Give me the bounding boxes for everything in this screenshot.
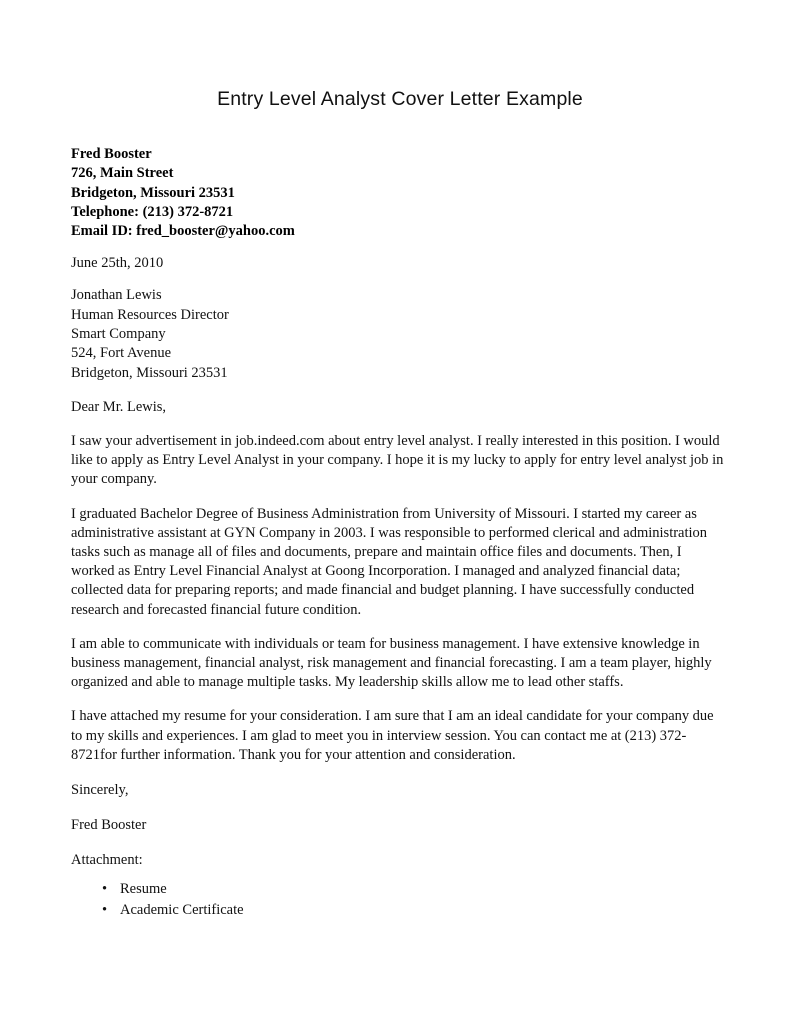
recipient-name: Jonathan Lewis (71, 287, 162, 304)
closing-salutation: Sincerely, (71, 782, 129, 799)
recipient-city-state-zip: Bridgeton, Missouri 23531 (71, 364, 228, 381)
body-paragraph: I saw your advertisement in job.indeed.com about entry level analyst. I really interested in this position. I would like to apply as Entry Level Analyst in your company. I hope it is my lucky to apply for entry level analyst job in your company. (71, 432, 724, 488)
page-title: Entry Level Analyst Cover Letter Example (217, 88, 583, 110)
sender-name: Fred Booster (71, 146, 152, 162)
recipient-job-title: Human Resources Director (71, 306, 229, 323)
sender-address-block (71, 145, 725, 241)
list-item-label: Resume (120, 881, 167, 898)
list-item (71, 900, 725, 921)
signature-name: Fred Booster (71, 817, 147, 834)
bullet-icon: • (102, 901, 108, 918)
list-item (71, 879, 725, 900)
bullet-icon: • (102, 881, 108, 898)
sender-street: 726, Main Street (71, 165, 174, 182)
attachment-label: Attachment: (71, 852, 143, 869)
recipient-company: Smart Company (71, 326, 166, 343)
recipient-street: 524, Fort Avenue (71, 345, 172, 362)
sender-city-state-zip: Bridgeton, Missouri 23531 (71, 184, 235, 201)
recipient-address-block (71, 286, 725, 382)
body-paragraph: I graduated Bachelor Degree of Business Administration from University of Missouri. I started my career as administrative assistant at GYN Company in 2003. I was responsible to performed clerical and administration tasks such as manage all of files and documents, prepare and maintain office files and documents. Then, I worked as Entry Level Financial Analyst at Goong Incorporation. I managed and analyzed financial data; collected data for preparing reports; and made financial and budget planning. I have successfully conducted research and forecasted financial future condition. (71, 505, 708, 618)
body-paragraph: I have attached my resume for your consideration. I am sure that I am an ideal candidate for your company due to my skills and experiences. I am glad to meet you in interview session. You can contact me at (213) 372-8721for further information. Thank you for your attention and consideration. (71, 708, 714, 763)
list-item-label: Academic Certificate (120, 901, 244, 918)
sender-telephone: Telephone: (213) 372-8721 (71, 203, 234, 220)
body-paragraph: I am able to communicate with individuals or team for business management. I have extensive knowledge in business management, financial analyst, risk management and financial forecasting. I am a team player, highly organized and able to manage multiple tasks. My leadership skills allow me to lead other staffs. (71, 635, 712, 691)
salutation: Dear Mr. Lewis, (71, 398, 167, 415)
letter-date: June 25th, 2010 (71, 255, 164, 272)
cover-letter-body (71, 145, 725, 920)
sender-email: Email ID: fred_booster@yahoo.com (71, 223, 295, 240)
attachment-list (71, 879, 725, 920)
